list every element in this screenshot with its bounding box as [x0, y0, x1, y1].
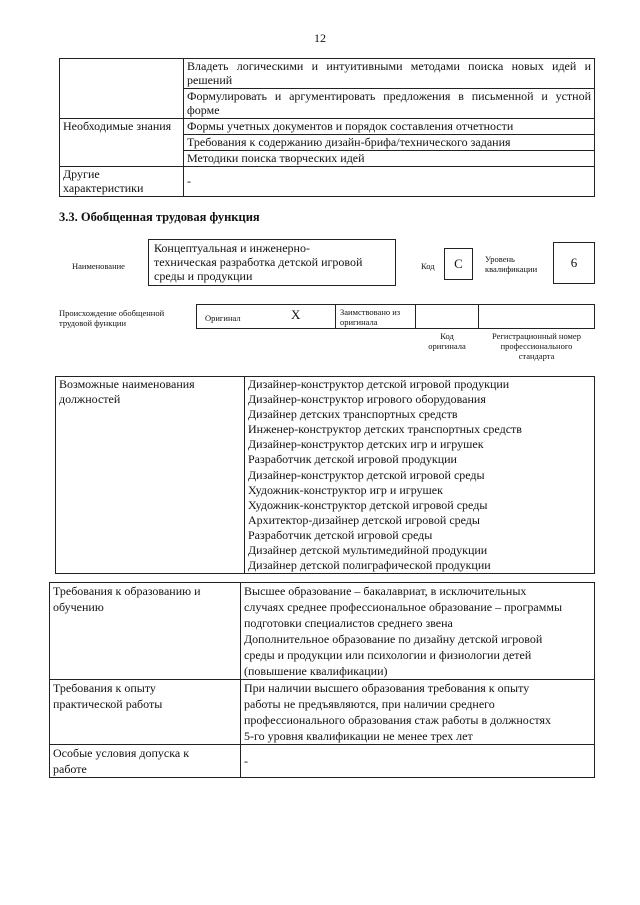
caption-line: Код — [440, 331, 454, 341]
code-original-caption — [415, 331, 479, 351]
value-line: среды и продукции или психологии и физиологии детей — [244, 648, 532, 662]
label-line: должностей — [59, 392, 121, 407]
list-item: Дизайнер-конструктор детской игровой среды — [248, 467, 485, 482]
name-label: Наименование — [72, 261, 125, 271]
borrowed-label-line: Заимствовано из — [340, 307, 401, 317]
table-cell: Владеть логическими и интуитивными методами поиска новых идей и решений — [184, 59, 595, 89]
label-line: работе — [53, 762, 87, 776]
caption-line: оригинала — [428, 341, 466, 351]
row-label — [50, 745, 241, 778]
requirements-table — [49, 582, 595, 778]
table-cell — [241, 583, 595, 680]
level-label-line: Уровень — [485, 254, 515, 264]
table-row — [56, 377, 595, 574]
level-label-line: квалификации — [485, 264, 538, 274]
label-line: Возможные наименования — [59, 377, 195, 391]
caption-line: Регистрационный номер — [492, 331, 581, 341]
name-line: среды и продукции — [154, 269, 253, 283]
caption-line: стандарта — [518, 351, 555, 361]
list-item: Дизайнер-конструктор игрового оборудования — [248, 392, 486, 407]
code-original-box — [415, 304, 479, 329]
name-value — [148, 239, 396, 286]
value-line: При наличии высшего образования требования к опыту — [244, 681, 530, 695]
label-line: Требования к образованию и — [53, 584, 201, 598]
value-line: (повышение квалификации) — [244, 664, 388, 678]
table-cell: Требования к содержанию дизайн-брифа/технического задания — [184, 135, 595, 151]
code-value: C — [444, 248, 473, 280]
list-item: Архитектор-дизайнер детской игровой среды — [248, 512, 480, 527]
list-item: Инженер-конструктор детских транспортных средств — [248, 422, 522, 437]
value-line: случаях среднее профессиональное образование – программы — [244, 600, 562, 614]
value-line: работы не предъявляются, при наличии среднего — [244, 697, 495, 711]
page-number: 12 — [314, 31, 326, 45]
list-item: Дизайнер детских транспортных средств — [248, 407, 458, 422]
name-line: Концептуальная и инженерно- — [154, 241, 310, 255]
borrowed-label — [340, 307, 400, 327]
list-item: Разработчик детской игровой среды — [248, 527, 433, 542]
label-line: практической работы — [53, 697, 163, 711]
table-row — [60, 119, 595, 135]
positions-label — [56, 377, 245, 574]
list-item: Художник-конструктор детской игровой среды — [248, 497, 488, 512]
list-item: Дизайнер-конструктор детской игровой продукции — [248, 377, 510, 391]
table-cell: - — [241, 745, 595, 778]
list-item: Дизайнер детской мультимедийной продукции — [248, 543, 488, 558]
value-line: Высшее образование – бакалавриат, в исключительных — [244, 584, 527, 598]
row-label: Необходимые знания — [60, 119, 184, 167]
origin-label-line: Происхождение обобщенной — [59, 308, 165, 318]
value-line: 5-го уровня квалификации не менее трех лет — [244, 729, 473, 743]
row-label: Другие характеристики — [60, 167, 184, 197]
table-row — [50, 583, 595, 680]
positions-list — [245, 377, 595, 574]
label-line: Особые условия допуска к — [53, 746, 190, 760]
positions-table — [55, 376, 595, 574]
table-cell: Методики поиска творческих идей — [184, 151, 595, 167]
row-label — [50, 583, 241, 680]
list-item: Художник-конструктор игр и игрушек — [248, 482, 443, 497]
label-line: Требования к опыту — [53, 681, 156, 695]
section-title: 3.3. Обобщенная трудовая функция — [59, 210, 260, 224]
level-label — [485, 254, 537, 274]
caption-line: профессионального — [500, 341, 573, 351]
table-row — [50, 680, 595, 745]
list-item: Дизайнер-конструктор детских игр и игрушек — [248, 437, 484, 452]
borrowed-label-line: оригинала — [340, 317, 378, 327]
skills-knowledge-table — [59, 58, 595, 197]
code-label: Код — [421, 261, 435, 271]
reg-number-caption — [478, 331, 595, 361]
reg-number-box — [478, 304, 595, 329]
origin-label-line: трудовой функции — [59, 318, 126, 328]
table-row — [60, 167, 595, 197]
value-line: Дополнительное образование по дизайну детской игровой — [244, 632, 543, 646]
row-label — [60, 59, 184, 119]
table-cell: Формы учетных документов и порядок составления отчетности — [184, 119, 595, 135]
value-line: профессионального образования стаж работы в должностях — [244, 713, 552, 727]
value-line: подготовки специалистов среднего звена — [244, 616, 453, 630]
table-cell — [241, 680, 595, 745]
level-value: 6 — [553, 242, 595, 284]
table-cell: - — [184, 167, 595, 197]
table-row — [60, 59, 595, 89]
table-row — [50, 745, 595, 778]
list-item: Разработчик детской игровой продукции — [248, 452, 457, 467]
original-mark: X — [291, 307, 301, 322]
table-cell: Формулировать и аргументировать предложения в письменной и устной форме — [184, 89, 595, 119]
row-label — [50, 680, 241, 745]
original-label: Оригинал — [205, 313, 241, 323]
label-line: обучению — [53, 600, 104, 614]
list-item: Дизайнер детской полиграфической продукции — [248, 558, 491, 573]
origin-label — [59, 308, 164, 328]
name-line: техническая разработка детской игровой — [154, 255, 363, 269]
